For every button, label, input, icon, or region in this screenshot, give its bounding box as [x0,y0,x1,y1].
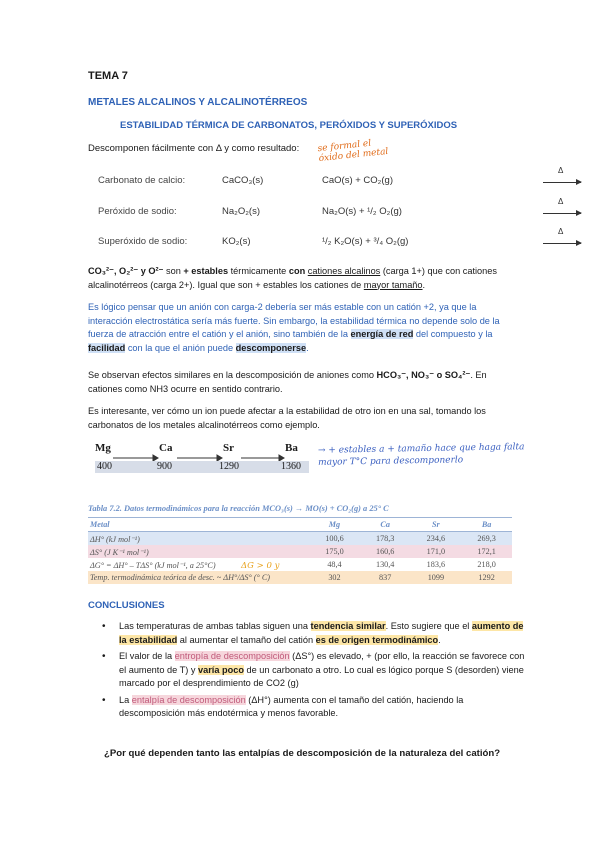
reaction-reactant: KO₂(s) [222,236,251,247]
table-caption: Tabla 7.2. Datos termodinámicos para la reacción MCO₃(s) → MO(s) + CO₂(g) a 25° C [88,504,389,513]
conclusions-list [88,620,528,724]
table-row: Temp. termodinámica teórica de desc. ~ ΔH°/ΔS° (° C) 302 837 1099 1292 [88,571,512,584]
table-row: ΔG° = ΔH° – TΔS° (kJ mol⁻¹, a 25°C) 48,4 130,4 183,6 218,0 [88,558,512,571]
table-header-cell: Mg [309,518,360,532]
reaction-row: Carbonato de calcio: CaCO₃(s) Δ CaO(s) + CO₂(g) [0,175,600,189]
list-item: • Las temperaturas de ambas tablas siguen una tendencia similar. Esto sugiere que el aumento de la estabilidad al aumentar el tamaño del catión es de origen termodinámico. [88,620,528,647]
metal-label: Ca [159,442,173,454]
reaction-product: CaO(s) + CO₂(g) [322,175,393,186]
table-header-cell: Sr [411,518,462,532]
reaction-reactant: Na₂O₂(s) [222,206,260,217]
table-row: ΔH° (kJ mol⁻¹) 100,6 178,3 234,6 269,3 [88,532,512,546]
page-title: TEMA 7 [88,70,128,82]
section-heading: METALES ALCALINOS Y ALCALINOTÉRREOS [88,97,308,108]
reaction-row: Superóxido de sodio: KO₂(s) Δ ¹/₂ K₂O(s) + ³/₄ O₂(g) [0,236,600,250]
handwritten-dg-note: ΔG > 0 y [241,561,280,571]
thermo-table [88,504,512,584]
table-header-cell: Ca [360,518,411,532]
reaction-product: Na₂O(s) + ¹/₂ O₂(g) [322,206,402,217]
metal-temperature-figure [95,442,335,482]
paragraph-stability: CO₃²⁻, O₂²⁻ y O²⁻ son + estables térmicamente con cationes alcalinos (carga 1+) que con cationes alcalinotérreos (carga 2+). Igual que son + estables los cationes de mayor tamaño. [88,266,497,290]
metal-label: Sr [223,442,234,454]
paragraph-anions: Se observan efectos similares en la descomposición de aniones como HCO₃⁻, NO₃⁻ o SO₄²⁻. En cationes como NH3 ocurre en sentido contrario. [88,370,487,394]
decomp-temp: 900 [157,461,172,472]
list-item: • La entalpía de descomposición (ΔH°) aumenta con el tamaño del catión, haciendo la descomposición más endotérmica y menos favorable. [88,694,528,721]
intro-text: Descomponen fácilmente con Δ y como resultado: [88,143,300,154]
reaction-name: Superóxido de sodio: [98,236,188,247]
temperature-bar [95,461,309,473]
metal-label: Ba [285,442,298,454]
table-row: ΔS° (J K⁻¹ mol⁻¹) 175,0 160,6 171,0 172,1 [88,545,512,558]
reaction-product: ¹/₂ K₂O(s) + ³/₄ O₂(g) [322,236,409,247]
reaction-name: Peróxido de sodio: [98,206,177,217]
table-header-cell: Ba [461,518,512,532]
subsection-heading: ESTABILIDAD TÉRMICA DE CARBONATOS, PERÓXIDOS Y SUPERÓXIDOS [120,120,458,131]
reaction-reactant: CaCO₃(s) [222,175,264,186]
list-item: • El valor de la entropía de descomposición (ΔS°) es elevado, + (por ello, la reacción se favorece con el aumento de T) y varía poco de un carbonato a otro. Lo cual es lógico porque S (desorden) viene marcado por el desprendimiento de CO2 (g) [88,650,528,691]
closing-question: ¿Por qué dependen tanto las entalpías de descomposición de la naturaleza del catión? [104,748,501,759]
reaction-row: Peróxido de sodio: Na₂O₂(s) Δ Na₂O(s) + ¹/₂ O₂(g) [0,206,600,220]
decomp-temp: 1360 [281,461,301,472]
handwritten-note-oxide: se formal el óxido del metal [317,138,389,165]
paragraph-lattice-energy: Es lógico pensar que un anión con carga-2 debería ser más estable con un catión +2, ya que la interacción electrostática sería más fuerte. Sin embargo, la estabilidad térmica no depende solo de la fuerza de atracción entre el catión y el anión, sino también de la energía de red del compuesto y la facilidad con la que el anión puede descomponerse. [88,302,500,353]
decomp-temp: 400 [97,461,112,472]
decomp-temp: 1290 [219,461,239,472]
table-header-cell: Metal [88,518,309,532]
metal-label: Mg [95,442,111,454]
paragraph-example: Es interesante, ver cómo un ion puede afectar a la estabilidad de otro ion en una sal, tomando los carbonatos de los metales alcalinotérreos como ejemplo. [88,406,486,430]
table-header-row [88,518,512,532]
reaction-name: Carbonato de calcio: [98,175,186,186]
handwritten-note-stability: → + estables a + tamaño hace que haga falta mayor T°C para descomponerlo [317,442,525,468]
conclusions-heading: CONCLUSIONES [88,600,165,611]
